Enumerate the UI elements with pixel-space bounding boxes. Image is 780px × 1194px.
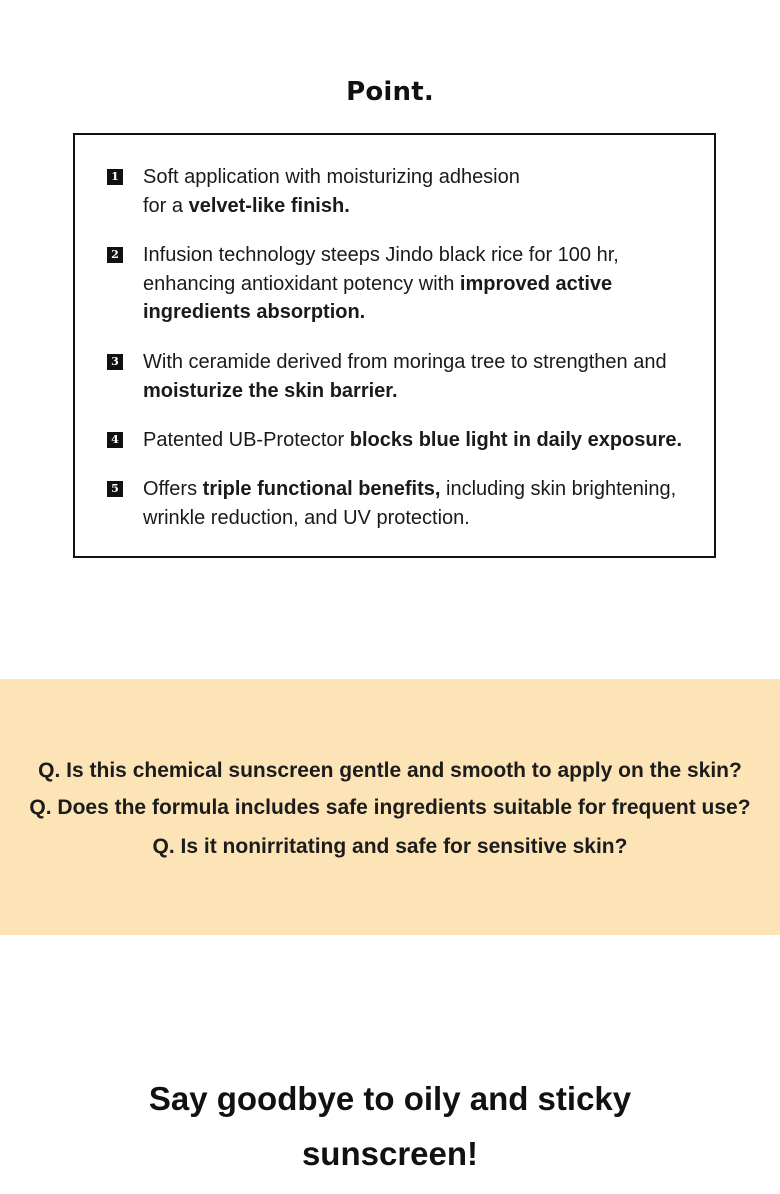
point-line	[143, 377, 703, 406]
point-text-regular: enhancing antioxidant potency with	[143, 272, 460, 295]
point-text-regular: wrinkle reduction, and UV protection.	[143, 506, 470, 529]
point-line	[143, 270, 703, 299]
point-text-bold: improved active	[459, 272, 613, 295]
point-line	[143, 192, 703, 221]
point-text-regular: for a	[143, 194, 189, 217]
point-text-regular: Infusion technology steeps Jindo black rice for 100 hr,	[143, 244, 619, 266]
point-text-bold: velvet-like finish.	[188, 194, 350, 217]
point-list-box	[73, 133, 716, 558]
number-badge-1: 1	[107, 169, 123, 185]
point-line	[143, 298, 703, 327]
point-text-regular: With ceramide derived from moringa tree to strengthen and	[143, 351, 667, 373]
point-line	[143, 241, 703, 270]
point-title: Point.	[346, 77, 434, 107]
point-line	[143, 504, 703, 533]
point-text-bold: moisturize the skin barrier.	[143, 379, 398, 402]
point-text	[143, 426, 703, 455]
point-text-bold: ingredients absorption.	[143, 301, 366, 323]
number-badge-2: 2	[107, 247, 123, 263]
closing-headline-line-1: Say goodbye to oily and sticky	[148, 1080, 632, 1117]
point-text-regular: Offers	[143, 478, 203, 500]
point-line	[143, 475, 703, 504]
point-text-regular: including skin brightening,	[440, 478, 677, 500]
point-line	[143, 426, 703, 455]
point-line	[143, 163, 703, 192]
point-text	[143, 241, 703, 327]
number-badge-5: 5	[107, 481, 123, 497]
point-line	[143, 348, 703, 377]
point-text	[143, 475, 703, 532]
point-text	[143, 348, 703, 405]
number-badge-4: 4	[107, 432, 123, 448]
point-text	[143, 163, 703, 220]
point-text-bold: blocks blue light in daily exposure.	[349, 429, 683, 451]
faq-question-1: Q. Is this chemical sunscreen gentle and smooth to apply on the skin?	[38, 759, 742, 782]
closing-headline-line-2: sunscreen!	[301, 1135, 479, 1172]
faq-question-3: Q. Is it nonirritating and safe for sensitive skin?	[152, 835, 628, 858]
faq-question-2: Q. Does the formula includes safe ingredients suitable for frequent use?	[29, 796, 751, 819]
point-text-regular: Patented UB-Protector	[143, 429, 350, 451]
point-text-bold: triple functional benefits,	[202, 478, 441, 500]
faq-section	[0, 679, 780, 935]
point-text-regular: Soft application with moisturizing adhesion	[143, 166, 520, 188]
number-badge-3: 3	[107, 354, 123, 370]
